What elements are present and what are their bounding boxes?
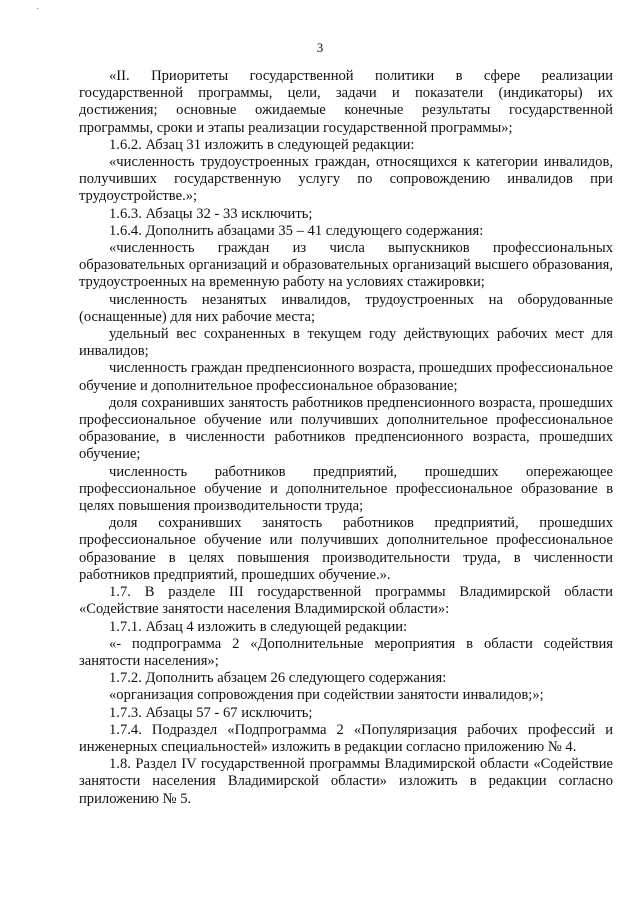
paragraph-pre-retirement-share: доля сохранивших занятость работников предпенсионного возраста, прошедших профессиональное обучение или получивших дополнительное профессиональное образование, в численности работников предпенсионного возраста, прошедших обучение; xyxy=(79,394,613,463)
paragraph-1-7-2: 1.7.2. Дополнить абзацем 26 следующего содержания: xyxy=(109,670,447,687)
paragraph-pre-retirement-count: численность граждан предпенсионного возраста, прошедших профессиональное обучение и дополнительное профессиональное образование; xyxy=(79,360,613,394)
paragraph-1-8: 1.8. Раздел IV государственной программы Владимирской области «Содействие занятости населения Владимирской области» изложить в редакции согласно приложению № 5. xyxy=(79,756,613,807)
paragraph-support-disabled: «организация сопровождения при содействии занятости инвалидов;»; xyxy=(109,687,544,704)
paragraph-graduates: «численность граждан из числа выпускников профессиональных образовательных организаций и образовательных организаций высшего образования, трудоустроенных на временную работу на условиях стажировки; xyxy=(79,240,613,291)
paragraph-1-7-3: 1.7.3. Абзацы 57 - 67 исключить; xyxy=(109,704,313,721)
paragraph-1-7-1: 1.7.1. Абзац 4 изложить в следующей редакции: xyxy=(109,618,408,635)
paragraph-1-6-3: 1.6.3. Абзацы 32 - 33 исключить; xyxy=(109,205,313,222)
paragraph-1-6-2: 1.6.2. Абзац 31 изложить в следующей редакции: xyxy=(109,136,415,153)
paragraph-subprogram-2: «- подпрограмма 2 «Дополнительные мероприятия в области содействия занятости населения»; xyxy=(79,635,613,669)
document-body xyxy=(79,68,613,808)
paragraph-enterprise-workers-share: доля сохранивших занятость работников предприятий, прошедших профессиональное обучение или получивших дополнительное профессиональное образование в целях повышения производительности труда, в численности работников предприятий, прошедших обучение.». xyxy=(79,515,613,583)
paragraph-preserved-jobs: удельный вес сохраненных в текущем году действующих рабочих мест для инвалидов; xyxy=(79,326,613,360)
paragraph-section-ii-title: «II. Приоритеты государственной политики в сфере реализации государственной программы, цели, задачи и показатели (индикаторы) их достижения; основные ожидаемые конечные результаты государственной программы, сроки и этапы реализации государственной программы»; xyxy=(79,68,613,136)
paragraph-unemployed-disabled: численность незанятых инвалидов, трудоустроенных на оборудованные (оснащенные) для них рабочие места; xyxy=(79,291,613,325)
scan-mark: · xyxy=(36,4,40,15)
paragraph-1-6-4: 1.6.4. Дополнить абзацами 35 – 41 следующего содержания: xyxy=(109,222,484,239)
paragraph-abzac-31-text: «численность трудоустроенных граждан, относящихся к категории инвалидов, получивших государственную услугу по сопровождению инвалидов при трудоустройстве.»; xyxy=(79,154,613,205)
paragraph-enterprise-workers-count: численность работников предприятий, прошедших опережающее профессиональное обучение и дополнительное профессиональное образование в целях повышения производительности труда; xyxy=(79,463,613,515)
paragraph-1-7-4: 1.7.4. Подраздел «Подпрограмма 2 «Популяризация рабочих профессий и инженерных специальностей» изложить в редакции согласно приложению № 4. xyxy=(79,721,613,755)
paragraph-1-7: 1.7. В разделе III государственной программы Владимирской области «Содействие занятости населения Владимирской области»: xyxy=(79,584,613,618)
page-number: 3 xyxy=(316,40,324,55)
